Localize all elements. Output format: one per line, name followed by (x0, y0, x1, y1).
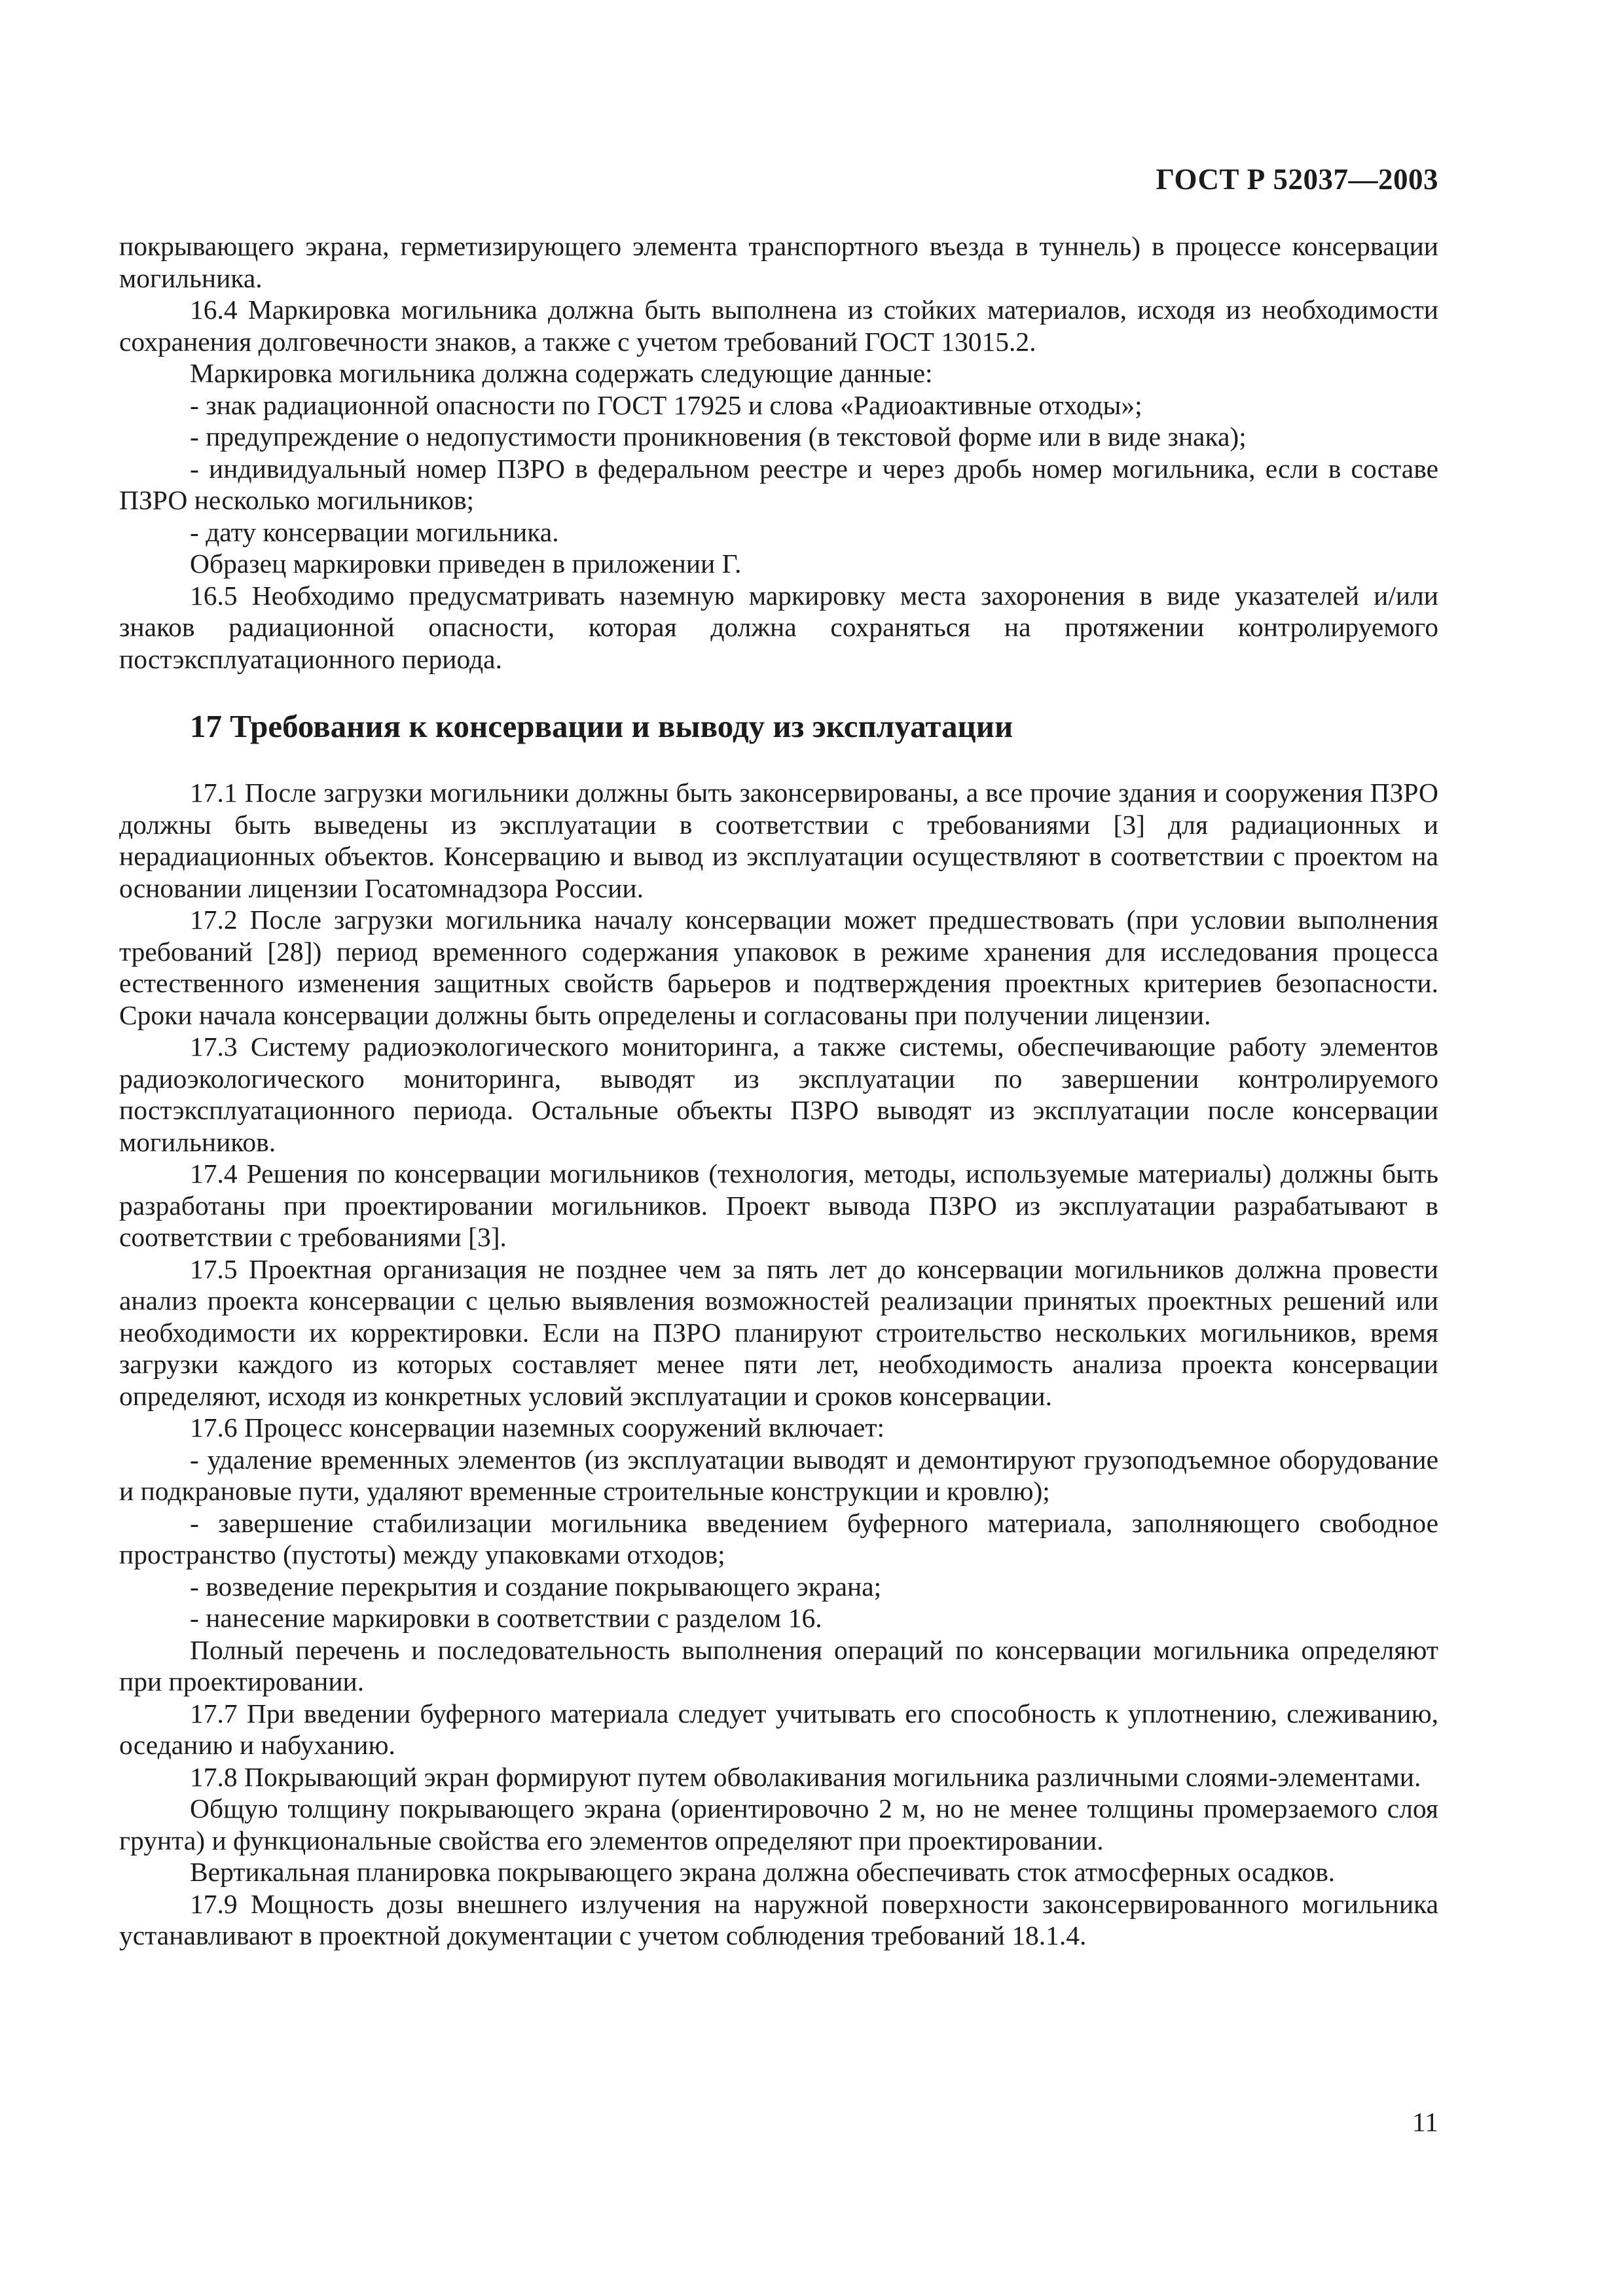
paragraph: - возведение перекрытия и создание покрывающего экрана; (190, 1571, 882, 1602)
paragraph: - предупреждение о недопустимости проникновения (в текстовой форме или в виде знака); (190, 422, 1247, 452)
paragraph: 17.7 При введении буферного материала следует учитывать его способность к уплотнению, слеживанию, оседанию и набуханию. (119, 1698, 1438, 1760)
paragraph: 17.9 Мощность дозы внешнего излучения на наружной поверхности законсервированного могильника устанавливают в проектной документации с учетом соблюдения требований 18.1.4. (119, 1888, 1438, 1950)
paragraph: 16.4 Маркировка могильника должна быть выполнена из стойких материалов, исходя из необходимости сохранения долговечности знаков, а также с учетом требований ГОСТ 13015.2. (119, 295, 1438, 357)
paragraph: - знак радиационной опасности по ГОСТ 17925 и слова «Радиоактивные отходы»; (190, 389, 1142, 420)
paragraph: - удаление временных элементов (из эксплуатации выводят и демонтируют грузоподъемное оборудование и подкрановые пути, удаляют временные строительные конструкции и кровлю); (119, 1444, 1438, 1506)
paragraph: Образец маркировки приведен в приложении Г. (190, 548, 742, 579)
paragraph: 17.4 Решения по консервации могильников (технология, методы, используемые материалы) должны быть разработаны при проектировании могильников. Проект вывода ПЗРО из эксплуатации разрабатывают в соответствии с требованиями [3]. (119, 1158, 1438, 1252)
paragraph: - дату консервации могильника. (190, 516, 559, 547)
paragraph: - завершение стабилизации могильника введением буферного материала, заполняющего свободное пространство (пустоты) между упаковками отходов; (119, 1507, 1438, 1570)
paragraph: 17.6 Процесс консервации наземных сооружений включает: (190, 1412, 884, 1443)
paragraph: покрывающего экрана, герметизирующего элемента транспортного въезда в туннель) в процессе консервации могильника. (119, 231, 1438, 293)
paragraph: 17.3 Систему радиоэкологического мониторинга, а также системы, обеспечивающие работу элементов радиоэкологического мониторинга, выводят из эксплуатации по завершении контролируемого постэксплуатационного периода. Остальные объекты ПЗРО выводят из эксплуатации после консервации могильников. (119, 1031, 1438, 1157)
paragraph: 17.8 Покрывающий экран формируют путем обволакивания могильника различными слоями-элементами. (190, 1761, 1421, 1792)
paragraph: 17.5 Проектная организация не позднее чем за пять лет до консервации могильников должна провести анализ проекта консервации с целью выявления возможностей реализации принятых проектных решений или необходимости их корректировки. Если на ПЗРО планируют строительство нескольких могильников, время загрузки каждого из которых составляет менее пяти лет, необходимость анализа проекта консервации определяют, исходя из конкретных условий эксплуатации и сроков консервации. (119, 1253, 1438, 1411)
paragraph: Маркировка могильника должна содержать следующие данные: (190, 358, 933, 388)
paragraph: 17.1 После загрузки могильники должны быть законсервированы, а все прочие здания и сооружения ПЗРО должны быть выведены из эксплуатации в соответствии с требованиями [3] для радиационных и нерадиационных объектов. Консервацию и вывод из эксплуатации осуществляют в соответствии с проектом на основании лицензии Госатомнадзора России. (119, 778, 1438, 903)
paragraph: - нанесение маркировки в соответствии с разделом 16. (190, 1603, 822, 1633)
document-body (119, 230, 1438, 1952)
page-number: 11 (1412, 2107, 1438, 2137)
section-heading: 17 Требования к консервации и выводу из эксплуатации (190, 708, 1013, 744)
paragraphs-before-section (119, 230, 1438, 675)
paragraphs-after-section (119, 777, 1438, 1952)
paragraph: 17.2 После загрузки могильника началу консервации может предшествовать (при условии выполнения требований [28]) период временного содержания упаковок в режиме хранения для исследования процесса естественного изменения защитных свойств барьеров и подтверждения проектных критериев безопасности. Сроки начала консервации должны быть определены и согласованы при получении лицензии. (119, 905, 1438, 1030)
paragraph: 16.5 Необходимо предусматривать наземную маркировку места захоронения в виде указателей и/или знаков радиационной опасности, которая должна сохраняться на протяжении контролируемого постэксплуатационного периода. (119, 580, 1438, 674)
paragraph: - индивидуальный номер ПЗРО в федеральном реестре и через дробь номер могильника, если в составе ПЗРО несколько могильников; (119, 453, 1438, 515)
paragraph: Общую толщину покрывающего экрана (ориентировочно 2 м, но не менее толщины промерзаемого слоя грунта) и функциональные свойства его элементов определяют при проектировании. (119, 1793, 1438, 1856)
document-page (119, 0, 1438, 2296)
paragraph: Полный перечень и последовательность выполнения операций по консервации могильника определяют при проектировании. (119, 1634, 1438, 1696)
standard-header: ГОСТ Р 52037—2003 (1156, 163, 1438, 196)
paragraph: Вертикальная планировка покрывающего экрана должна обеспечивать сток атмосферных осадков. (190, 1857, 1336, 1887)
